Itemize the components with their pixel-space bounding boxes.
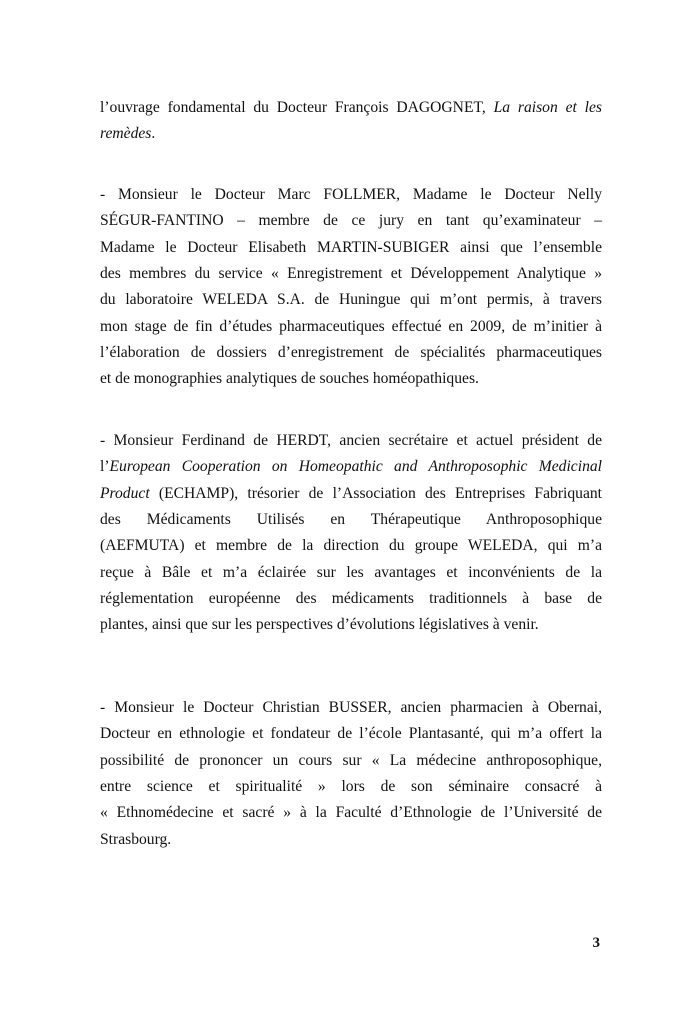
text-line [100,431,602,451]
text-span: - Monsieur le Docteur Christian BUSSER, ancien pharmacien à Obernai, [100,699,602,716]
text-span: l’ [100,458,110,476]
text-span: reçue à Bâle et m’a éclairée sur les avantages et inconvénients de la [100,563,602,581]
text-line [100,615,602,635]
text-span: réglementation européenne des médicaments traditionnels à base de [100,589,602,607]
text-line [100,484,602,504]
text-line [100,343,602,363]
text-line [100,510,602,530]
text-span: et de monographies analytiques de souches homéopathiques. [100,370,479,388]
text-line [100,803,602,823]
text-span: plantes, ainsi que sur les perspectives d’évolutions législatives à venir. [100,616,539,634]
text-line [100,589,602,609]
text-line [100,698,602,718]
text-line [100,369,602,389]
text-line [100,563,602,583]
text-line [100,124,602,144]
text-span: - Monsieur le Docteur Marc FOLLMER, Madame le Docteur Nelly [100,186,602,203]
italic-text: Product [100,484,150,502]
text-span: des membres du service « Enregistrement et Développement Analytique » [100,264,602,282]
text-line [100,290,602,310]
text-span: SÉGUR-FANTINO – membre de ce jury en tant qu’examinateur – [100,212,602,230]
text-line [100,264,602,284]
text-line [100,317,602,337]
italic-text: European Cooperation on Homeopathic and Anthroposophic Medicinal [109,458,602,476]
text-span: Docteur en ethnologie et fondateur de l’école Plantasanté, qui m’a offert la [100,725,602,743]
text-span: mon stage de fin d’études pharmaceutiques effectué en 2009, de m’initier à [100,317,602,335]
italic-text: remèdes [100,125,152,143]
text-span: . [151,125,156,143]
text-line [100,536,602,556]
text-span: des Médicaments Utilisés en Thérapeutique Anthroposophique [100,510,602,528]
text-span: possibilité de prononcer un cours sur « La médecine anthroposophique, [100,751,602,769]
text-line [100,457,602,477]
text-span: « Ethnomédecine et sacré » à la Faculté d’Ethnologie de l’Université de [100,804,602,822]
text-span: entre science et spiritualité » lors de son séminaire consacré à [100,777,602,795]
text-line [100,211,602,231]
text-line [100,724,602,744]
text-span: (ECHAMP), trésorier de l’Association des Entreprises Fabriquant [149,484,602,502]
text-line [100,185,602,205]
italic-text: La raison et les [493,99,602,116]
text-line [100,98,602,118]
text-span: - Monsieur Ferdinand de HERDT, ancien secrétaire et actuel président de [100,432,602,449]
text-span: (AEFMUTA) et membre de la direction du groupe WELEDA, qui m’a [100,537,602,555]
text-span: Strasbourg. [100,830,172,848]
page-number: 3 [592,935,600,951]
text-line [100,830,602,850]
text-span: Madame le Docteur Elisabeth MARTIN-SUBIGER ainsi que l’ensemble [100,238,602,256]
text-line [100,751,602,771]
text-span: l’ouvrage fondamental du Docteur François DAGOGNET, [100,99,494,116]
text-line [100,238,602,258]
text-span: du laboratoire WELEDA S.A. de Huningue qui m’ont permis, à travers [100,291,602,309]
text-line [100,777,602,797]
text-span: l’élaboration de dossiers d’enregistrement de spécialités pharmaceutiques [100,343,602,361]
